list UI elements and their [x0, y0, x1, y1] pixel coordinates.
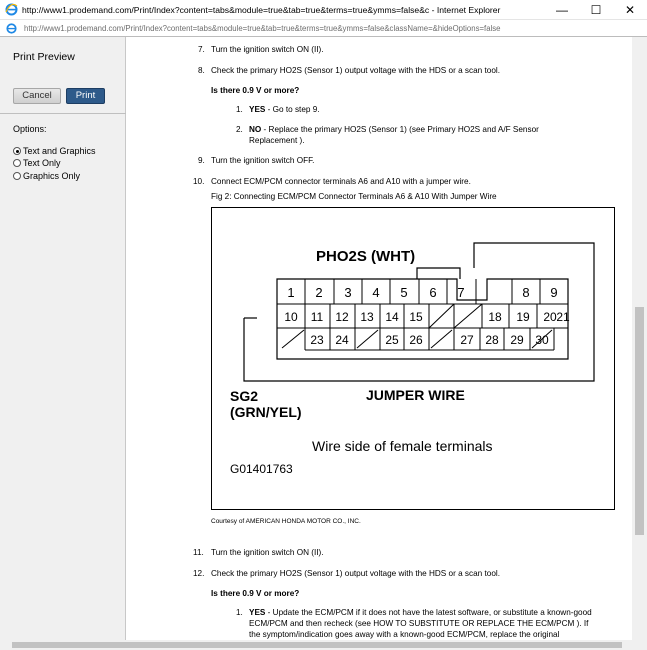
- answer-text-cont: ECM/PCM and then recheck (see HOW TO SUBSTITUTE OR REPLACE THE ECM/PCM ). If: [249, 619, 589, 628]
- scroll-thumb[interactable]: [635, 307, 644, 535]
- radio[interactable]: [13, 159, 21, 167]
- option-text-and-graphics[interactable]: [13, 146, 96, 156]
- figure-code: G01401763: [230, 462, 293, 476]
- pin-label: 18: [488, 310, 502, 324]
- option-graphics-only[interactable]: [13, 171, 80, 181]
- step-text: Check the primary HO2S (Sensor 1) output voltage with the HDS or a scan tool.: [211, 569, 500, 578]
- figure-title: Fig 2: Connecting ECM/PCM Connector Terminals A6 & A10 With Jumper Wire: [211, 192, 497, 201]
- pin-label: 8: [522, 285, 530, 300]
- minimize-button[interactable]: —: [556, 2, 568, 17]
- pin-label: 5: [400, 285, 408, 300]
- jumper-wire-label: JUMPER WIRE: [366, 387, 465, 403]
- pin-label: 12: [335, 310, 349, 324]
- step-number: 8.: [198, 66, 205, 75]
- sg2-color-label: (GRN/YEL): [230, 404, 302, 420]
- pin-label: 14: [385, 310, 399, 324]
- horizontal-scrollbar[interactable]: [0, 640, 647, 650]
- figure-caption: Wire side of female terminals: [312, 438, 493, 454]
- sub-number: 2.: [236, 125, 243, 134]
- connector-label: PHO2S (WHT): [316, 248, 416, 265]
- url-text[interactable]: http://www1.prodemand.com/Print/Index?content=tabs&module=true&tab=true&terms=true&ymms=false&className=&hideOptions=false: [24, 23, 501, 33]
- answer-text: - Update the ECM/PCM if it does not have the latest software, or substitute a known-good: [265, 608, 592, 617]
- pin-label: 25: [385, 333, 399, 347]
- radio[interactable]: [13, 172, 21, 180]
- pin-label: 1: [287, 285, 295, 300]
- sub-number: 1.: [236, 105, 243, 114]
- divider: [0, 113, 126, 114]
- answer-text-cont: Replacement ).: [249, 136, 305, 145]
- pin-label: 4: [372, 285, 380, 300]
- option-label: Text Only: [23, 158, 61, 168]
- pin-label: 27: [460, 333, 474, 347]
- answer-key: NO: [249, 125, 262, 134]
- pin-label: 11: [310, 310, 324, 324]
- connector-diagram: [211, 207, 615, 510]
- pin-label: 28: [485, 333, 499, 347]
- question: Is there 0.9 V or more?: [211, 589, 300, 598]
- answer-text-cont: the symptom/indication goes away with a known-good ECM/PCM, replace the original: [249, 630, 560, 639]
- option-label: Graphics Only: [23, 171, 81, 181]
- pin-label: 23: [310, 333, 324, 347]
- step-number: 12.: [193, 569, 205, 578]
- option-label: Text and Graphics: [23, 146, 96, 156]
- step-text: Check the primary HO2S (Sensor 1) output voltage with the HDS or a scan tool.: [211, 66, 500, 75]
- address-bar[interactable]: [0, 20, 647, 37]
- pin-label: 7: [457, 285, 465, 300]
- cancel-button[interactable]: Cancel: [13, 88, 61, 104]
- pin-label: 10: [284, 310, 298, 324]
- answer-text: - Replace the primary HO2S (Sensor 1) (see Primary HO2S and A/F Sensor: [261, 125, 539, 134]
- step-number: 9.: [198, 156, 205, 165]
- step-number: 10.: [193, 177, 205, 186]
- page-icon: [4, 21, 18, 35]
- maximize-button[interactable]: ☐: [590, 2, 602, 17]
- pin-label: 13: [360, 310, 374, 324]
- pin-label: 21: [556, 310, 570, 324]
- print-preview-content: [127, 37, 632, 640]
- option-text-only[interactable]: [13, 158, 61, 168]
- options-label: Options:: [13, 124, 47, 134]
- internet-explorer-icon: [4, 3, 18, 17]
- question: Is there 0.9 V or more?: [211, 86, 300, 95]
- pin-label: 15: [409, 310, 423, 324]
- pin-label: 26: [409, 333, 423, 347]
- answer-key: YES: [249, 608, 266, 617]
- step-text: Turn the ignition switch OFF.: [211, 156, 315, 165]
- credit-text: Courtesy of AMERICAN HONDA MOTOR CO., INC.: [211, 518, 361, 525]
- answer-text: - Go to step 9.: [265, 105, 320, 114]
- scroll-thumb[interactable]: [12, 642, 622, 648]
- pin-label: 9: [550, 285, 558, 300]
- print-preview-title: Print Preview: [13, 51, 75, 63]
- pin-label: 30: [535, 333, 549, 347]
- answer-key: YES: [249, 105, 266, 114]
- print-options-pane: [0, 37, 126, 640]
- pin-label: 3: [344, 285, 352, 300]
- pin-label: 24: [335, 333, 349, 347]
- sg2-label: SG2: [230, 388, 259, 404]
- pin-label: 6: [429, 285, 437, 300]
- step-text: Turn the ignition switch ON (II).: [211, 45, 324, 54]
- radio-selected[interactable]: [13, 147, 21, 155]
- window-title: http://www1.prodemand.com/Print/Index?content=tabs&module=true&tab=true&terms=true&ymms=false&c - Internet Explorer: [22, 4, 501, 15]
- title-bar: [0, 0, 647, 20]
- close-button[interactable]: ✕: [624, 2, 636, 17]
- step-number: 11.: [193, 548, 204, 557]
- pin-label: 20: [543, 310, 557, 324]
- print-button[interactable]: Print: [66, 88, 105, 104]
- vertical-scrollbar[interactable]: [632, 37, 647, 640]
- pin-label: 29: [510, 333, 524, 347]
- pin-label: 19: [516, 310, 530, 324]
- step-text: Turn the ignition switch ON (II).: [211, 548, 324, 557]
- sub-number: 1.: [236, 608, 243, 617]
- step-text: Connect ECM/PCM connector terminals A6 and A10 with a jumper wire.: [211, 177, 471, 186]
- step-number: 7.: [198, 45, 205, 54]
- pin-label: 2: [315, 285, 323, 300]
